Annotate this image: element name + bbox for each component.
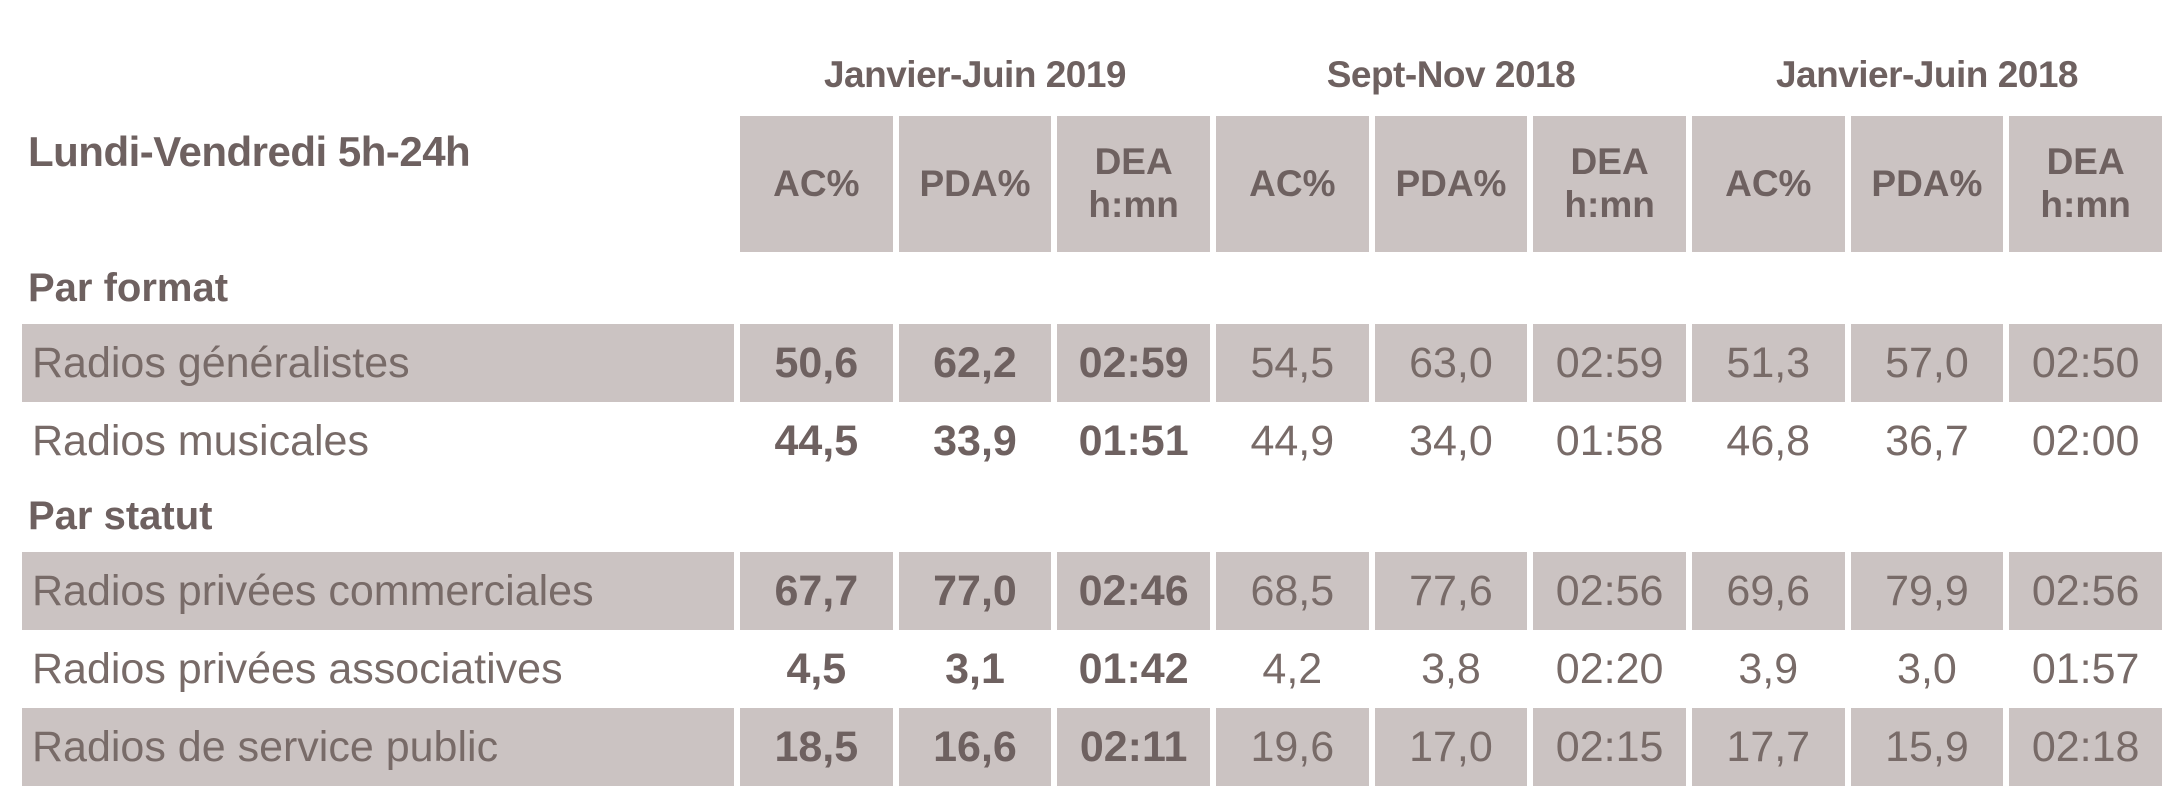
row-label-radios-privees-associatives: Radios privées associatives (32, 644, 563, 693)
metric-label: DEA (1570, 141, 1649, 183)
value-cell: 77,0 (899, 552, 1052, 630)
metric-header-pda-2019 (899, 116, 1052, 252)
metric-label: PDA% (1871, 162, 1983, 204)
value-cell: 51,3 (1692, 324, 1845, 402)
metric-header-pda-septnov2018 (1375, 116, 1528, 252)
value-cell: 44,9 (1250, 416, 1335, 465)
row-label-radios-generalistes: Radios généralistes (22, 324, 734, 402)
metric-label: h:mn (1088, 184, 1179, 225)
section-row-par-statut (22, 480, 2162, 552)
value-cell: 3,9 (1738, 644, 1799, 693)
period-header-row (22, 0, 2162, 116)
value-cell: 17,7 (1692, 708, 1845, 786)
value-cell: 4,5 (786, 644, 847, 693)
section-row-par-format (22, 252, 2162, 324)
metric-label: DEA (2046, 141, 2125, 183)
value-cell: 01:42 (1078, 644, 1189, 693)
value-cell: 46,8 (1726, 416, 1811, 465)
metric-label: AC% (1249, 162, 1336, 204)
value-cell: 79,9 (1851, 552, 2004, 630)
radio-audience-table (16, 0, 2168, 786)
metric-label: h:mn (2040, 184, 2131, 225)
value-cell: 3,1 (945, 644, 1005, 693)
value-cell: 36,7 (1885, 416, 1969, 465)
table-row-radios-generalistes (22, 324, 2162, 402)
value-cell: 02:56 (2009, 552, 2162, 630)
value-cell: 15,9 (1851, 708, 2004, 786)
metric-label: AC% (1725, 162, 1812, 204)
metric-label: h:mn (1564, 184, 1655, 225)
value-cell: 34,0 (1409, 416, 1493, 465)
metric-header-ac-2019 (740, 116, 893, 252)
period-header-janvier-juin-2018: Janvier-Juin 2018 (1775, 54, 2078, 95)
value-cell: 01:58 (1555, 416, 1664, 465)
period-header-sept-nov-2018: Sept-Nov 2018 (1326, 54, 1576, 95)
value-cell: 02:00 (2031, 416, 2140, 465)
value-cell: 19,6 (1216, 708, 1369, 786)
metric-label: DEA (1094, 141, 1173, 183)
metric-header-dea-2019 (1057, 116, 1210, 252)
section-title-par-statut: Par statut (28, 493, 213, 538)
value-cell: 16,6 (899, 708, 1052, 786)
value-cell: 68,5 (1216, 552, 1369, 630)
table-row-radios-privees-associatives (22, 630, 2162, 708)
value-cell: 02:11 (1057, 708, 1210, 786)
value-cell: 77,6 (1375, 552, 1528, 630)
value-cell: 3,8 (1421, 644, 1481, 693)
value-cell: 18,5 (740, 708, 893, 786)
row-label-radios-privees-commerciales: Radios privées commerciales (22, 552, 734, 630)
value-cell: 02:59 (1533, 324, 1686, 402)
value-cell: 02:56 (1533, 552, 1686, 630)
metric-header-dea-septnov2018 (1533, 116, 1686, 252)
value-cell: 01:51 (1078, 416, 1189, 465)
row-axis-label: Lundi-Vendredi 5h-24h (28, 128, 471, 175)
table-row-radios-privees-commerciales (22, 552, 2162, 630)
value-cell: 02:18 (2009, 708, 2162, 786)
value-cell: 69,6 (1692, 552, 1845, 630)
value-cell: 02:50 (2009, 324, 2162, 402)
value-cell: 17,0 (1375, 708, 1528, 786)
value-cell: 01:57 (2031, 644, 2140, 693)
value-cell: 02:15 (1533, 708, 1686, 786)
metric-header-ac-septnov2018 (1216, 116, 1369, 252)
value-cell: 3,0 (1897, 644, 1957, 693)
value-cell: 54,5 (1216, 324, 1369, 402)
value-cell: 02:20 (1555, 644, 1664, 693)
value-cell: 02:59 (1057, 324, 1210, 402)
value-cell: 67,7 (740, 552, 893, 630)
period-header-janvier-juin-2019: Janvier-Juin 2019 (823, 54, 1127, 95)
value-cell: 33,9 (933, 416, 1017, 465)
metric-header-dea-2018 (2009, 116, 2162, 252)
metric-header-ac-2018 (1692, 116, 1845, 252)
section-title-par-format: Par format (28, 265, 229, 310)
table-row-radios-de-service-public (22, 708, 2162, 786)
value-cell: 44,5 (774, 416, 859, 465)
row-label-radios-de-service-public: Radios de service public (22, 708, 734, 786)
corner-blank-cell (22, 0, 734, 116)
metric-header-pda-2018 (1851, 116, 2004, 252)
metric-label: PDA% (919, 162, 1031, 204)
value-cell: 4,2 (1262, 644, 1323, 693)
value-cell: 02:46 (1057, 552, 1210, 630)
metric-label: PDA% (1395, 162, 1507, 204)
table-row-radios-musicales (22, 402, 2162, 480)
value-cell: 62,2 (899, 324, 1052, 402)
value-cell: 57,0 (1851, 324, 2004, 402)
metric-label: AC% (773, 162, 860, 204)
value-cell: 50,6 (740, 324, 893, 402)
value-cell: 63,0 (1375, 324, 1528, 402)
row-label-radios-musicales: Radios musicales (32, 416, 369, 465)
metric-header-row (22, 116, 2162, 252)
